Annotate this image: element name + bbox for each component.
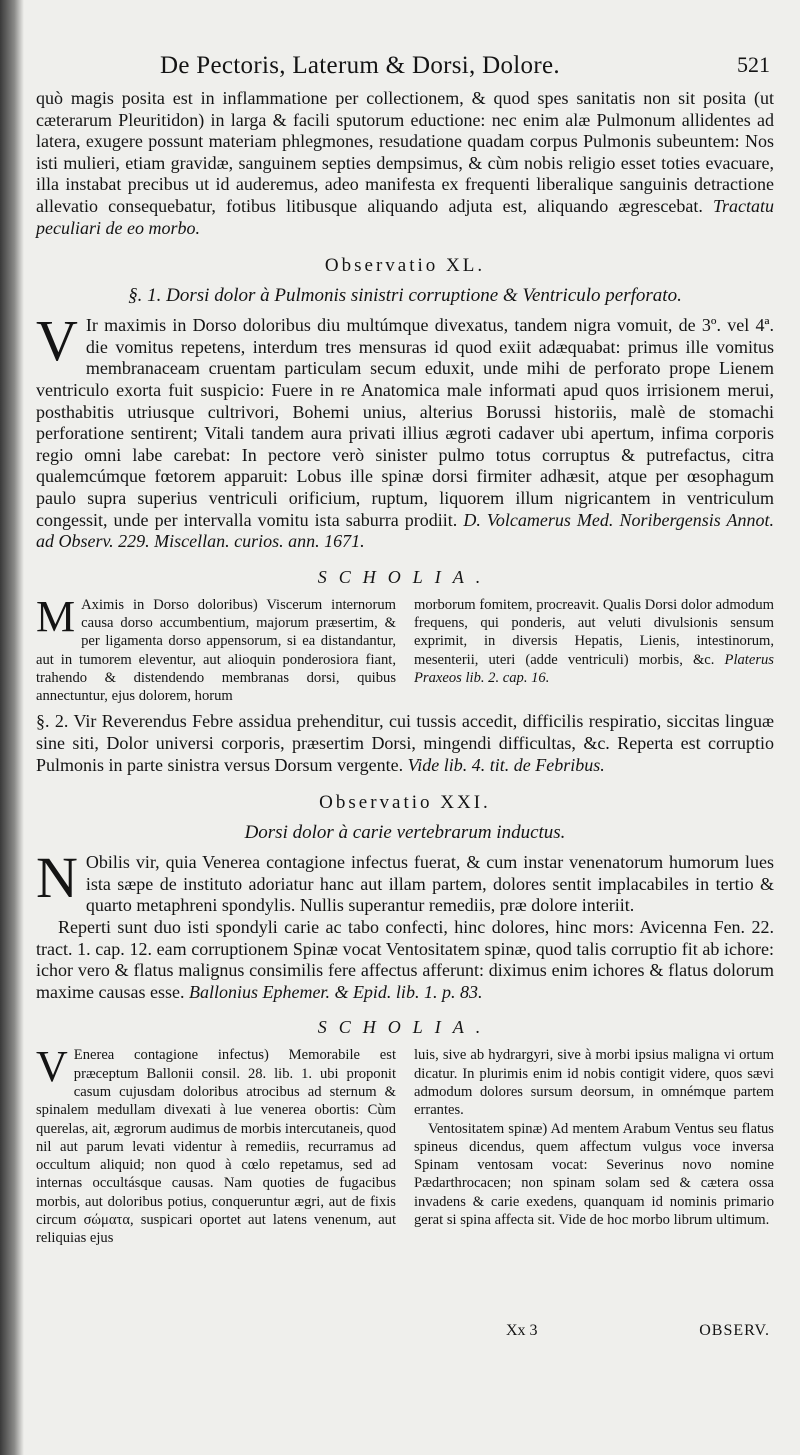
intro-paragraph: quò magis posita est in inflammatione per collectionem, & quod spes sanitatis non sit posita (ut cæterarum Pleuritidon) in larga & facili sputorum eductione: nec enim alæ Pulmonum allidentes ad latera, exugere possunt materiam phlegmones, resudatione quadam corpus Pulmonis subeuntem: Nos isti mulieri, etiam gravidæ, sanguinem septies dempsimus, & cùm nobis religio esset toties evacuare, illa instabat precibus ut id auderemus, adeo manifesta ex frequenti liberalique sanguinis detractione allevatio consequebatur, fotibus litibusque aliquando adjuta est, aliquando ægrescebat. Tractatu peculiari de eo morbo.: [36, 88, 775, 238]
observatio-xxi-heading: Observatio XXI.: [319, 792, 491, 814]
dropcap: V: [36, 308, 78, 374]
page-header: [160, 52, 770, 84]
observatio-xxi-body: N Obilis vir, quia Venerea contagione infectus fuerat, & cum instar venenatorum humorum lues ista sæpe de instituto adoriatur hanc aut illam partem, dolores sentit implacabiles in tertio & quarto metaphreni spondylis. Nullis superantur remediis, præ dolore interiit.: [36, 845, 774, 916]
scholia-2-left-column: V Enerea contagione infectus) Memorabile est præceptum Ballonii consil. 28. lib. 1. ubi proponit casum cujusdam doloribus atrocibus ad sternum & spinalem medullam divexati à lue venerea obortis: Cùm querelas, ait, ægrorum audimus de morbis intercutaneis, quod nil aut parum levati videntur à remediis, recurramus ad occultum aliquid; non quod à cœlo repetamus, sed ad internas occultásque causas. Nam quoties de fugacibus morbis, aut doloribus potius, conqueruntur ægri, aut de fixis circum σώματα, suspicari oportet aut latens venenum, aut reliquias ejus: [36, 1042, 396, 1247]
section-2-paragraph: §. 2. Vir Reverendus Febre assidua prehenditur, cui tussis accedit, difficilis respiratio, siccitas linguæ sine siti, Dolor universi corporis, præsertim Dorsi, mingendi difficultas, &c. Reperta est corruptio Pulmonis in parte sinistra versus Dorsum vergente. Vide lib. 4. tit. de Febribus.: [36, 711, 774, 775]
scholia-2-right-column: luis, sive ab hydrargyri, sive à morbi ipsius maligna vi ortum dicatur. In plurimis enim id nobis contigit videre, quos sævi admodum dolores sursum deorsum, in omnémque partem errantes. Ventositatem spinæ) Ad mentem Arabum Ventus seu flatus spineus dicendus, quem affectum vulgus voce inversa Spinam ventosam vocat: Severinus novo nomine Pædarthrocacen; non spinam solam sed & cætera ossa invadens & carie exedens, quanquam id nominis primario gerat si spina affecta sit. Vide de hoc morbo librum ultimum.: [414, 1047, 774, 1229]
observatio-xxi-subheading: Dorsi dolor à carie vertebrarum inductus.: [244, 822, 566, 844]
observatio-xl-body: V Ir maximis in Dorso doloribus diu multúmque divexatus, tandem nigra vomuit, de 3º. vel 4ª. die vomitus repetens, interdum tres mensuras id quod exiit adæquabat: primus ille vomitus membranaceam cruentam particulam secum eduxit, unde mihi de perforato prope Lienem ventriculo exorta fuit suspicio: Fuere in re Anatomica male informati apud quos irrisionem merui, posthabitis utriusque cultrivori, Bohemi unius, alterius Borussi historiis, malè de stomachi perforatione sentirent; Vitali tandem aura privati illius ægroti cadaver ubi apertum, infima corporis regio omni labe carebat: In pectore verò sinister pulmo totus corruptus & putrefactus, citra qualemcúmque fœtorem apparuit: Lobus ille spinæ dorsi firmiter adhæsit, atque per œsophagum paulo supra superius ventriculi orificium, ruptum, liquorem illum nigricantem in ventriculum congessit, unde per intervalla vomitu ista saburra prodiit. D. Volcamerus Med. Noribergensis Annot. ad Observ. 229. Miscellan. curios. ann. 1671.: [36, 308, 775, 552]
observatio-xl-citation: D. Volcamerus Med. Noribergensis Annot. ad Observ. 229. Miscellan. curios. ann. 1671.: [36, 509, 775, 552]
dropcap: N: [36, 845, 78, 911]
section-2-citation: Vide lib. 4. tit. de Febribus.: [407, 754, 605, 775]
scholia-right-column: morborum fomitem, procreavit. Qualis Dorsi dolor admodum frequens, qui ponderis, aut veluti divulsionis sensum exprimit, in diversis Hepatis, Lienis, intestinorum, mesenterii, uteri (adde ventriculi) morbis, &c. Platerus Praxeos lib. 2. cap. 16.: [414, 596, 774, 686]
scholia-columns-2: [36, 1042, 774, 1247]
dropcap: M: [36, 591, 76, 641]
scholia-left-column: M Aximis in Dorso doloribus) Viscerum internorum causa dorso accumbentium, majorum præsertim, & per ligamenta dorso appensorum, si ea distandantur, aut in tumorem eleventur, aut alioquin ponderosiora fiant, trahendo & distendendo membranas dorsi, quibus annectuntur, ejus dolorem, horum: [36, 591, 396, 705]
observatio-xl-subheading: §. 1. Dorsi dolor à Pulmonis sinistri corruptione & Ventriculo perforato.: [128, 285, 682, 307]
observatio-xl-heading: Observatio XL.: [324, 255, 486, 277]
page-content: [36, 88, 774, 1248]
scholia-heading: SCHOLIA.: [317, 566, 493, 587]
scholia-heading-2: SCHOLIA.: [317, 1017, 493, 1038]
intro-citation: Tractatu peculiari de eo morbo.: [36, 195, 775, 238]
signature-mark: Xx 3: [506, 1322, 538, 1339]
running-title: De Pectoris, Laterum & Dorsi, Dolore.: [160, 52, 560, 79]
page-number: 521: [737, 52, 770, 77]
scholia-citation: Platerus Praxeos lib. 2. cap. 16.: [414, 651, 774, 686]
observatio-xxi-body-2: Reperti sunt duo isti spondyli carie ac tabo confecti, hinc dolores, hinc mors: Avicenna Fen. 22. tract. 1. cap. 12. eam corruptionem Spinæ vocat Ventositatem spinæ, quod talis corruptio fit ab ichore: ichor vero & flatus malignus consimilis fere affectus afferunt: diximus enim ichores & flatus dolorum maxime causas esse. Ballonius Ephemer. & Epid. lib. 1. p. 83.: [36, 917, 774, 1002]
page-footer: [36, 1322, 770, 1346]
dropcap: V: [36, 1042, 68, 1092]
scholia-columns: [36, 591, 774, 706]
observatio-xxi-citation: Ballonius Ephemer. & Epid. lib. 1. p. 83.: [188, 981, 483, 1002]
binding-gutter: [0, 0, 24, 1455]
catchword: OBSERV.: [699, 1322, 770, 1339]
